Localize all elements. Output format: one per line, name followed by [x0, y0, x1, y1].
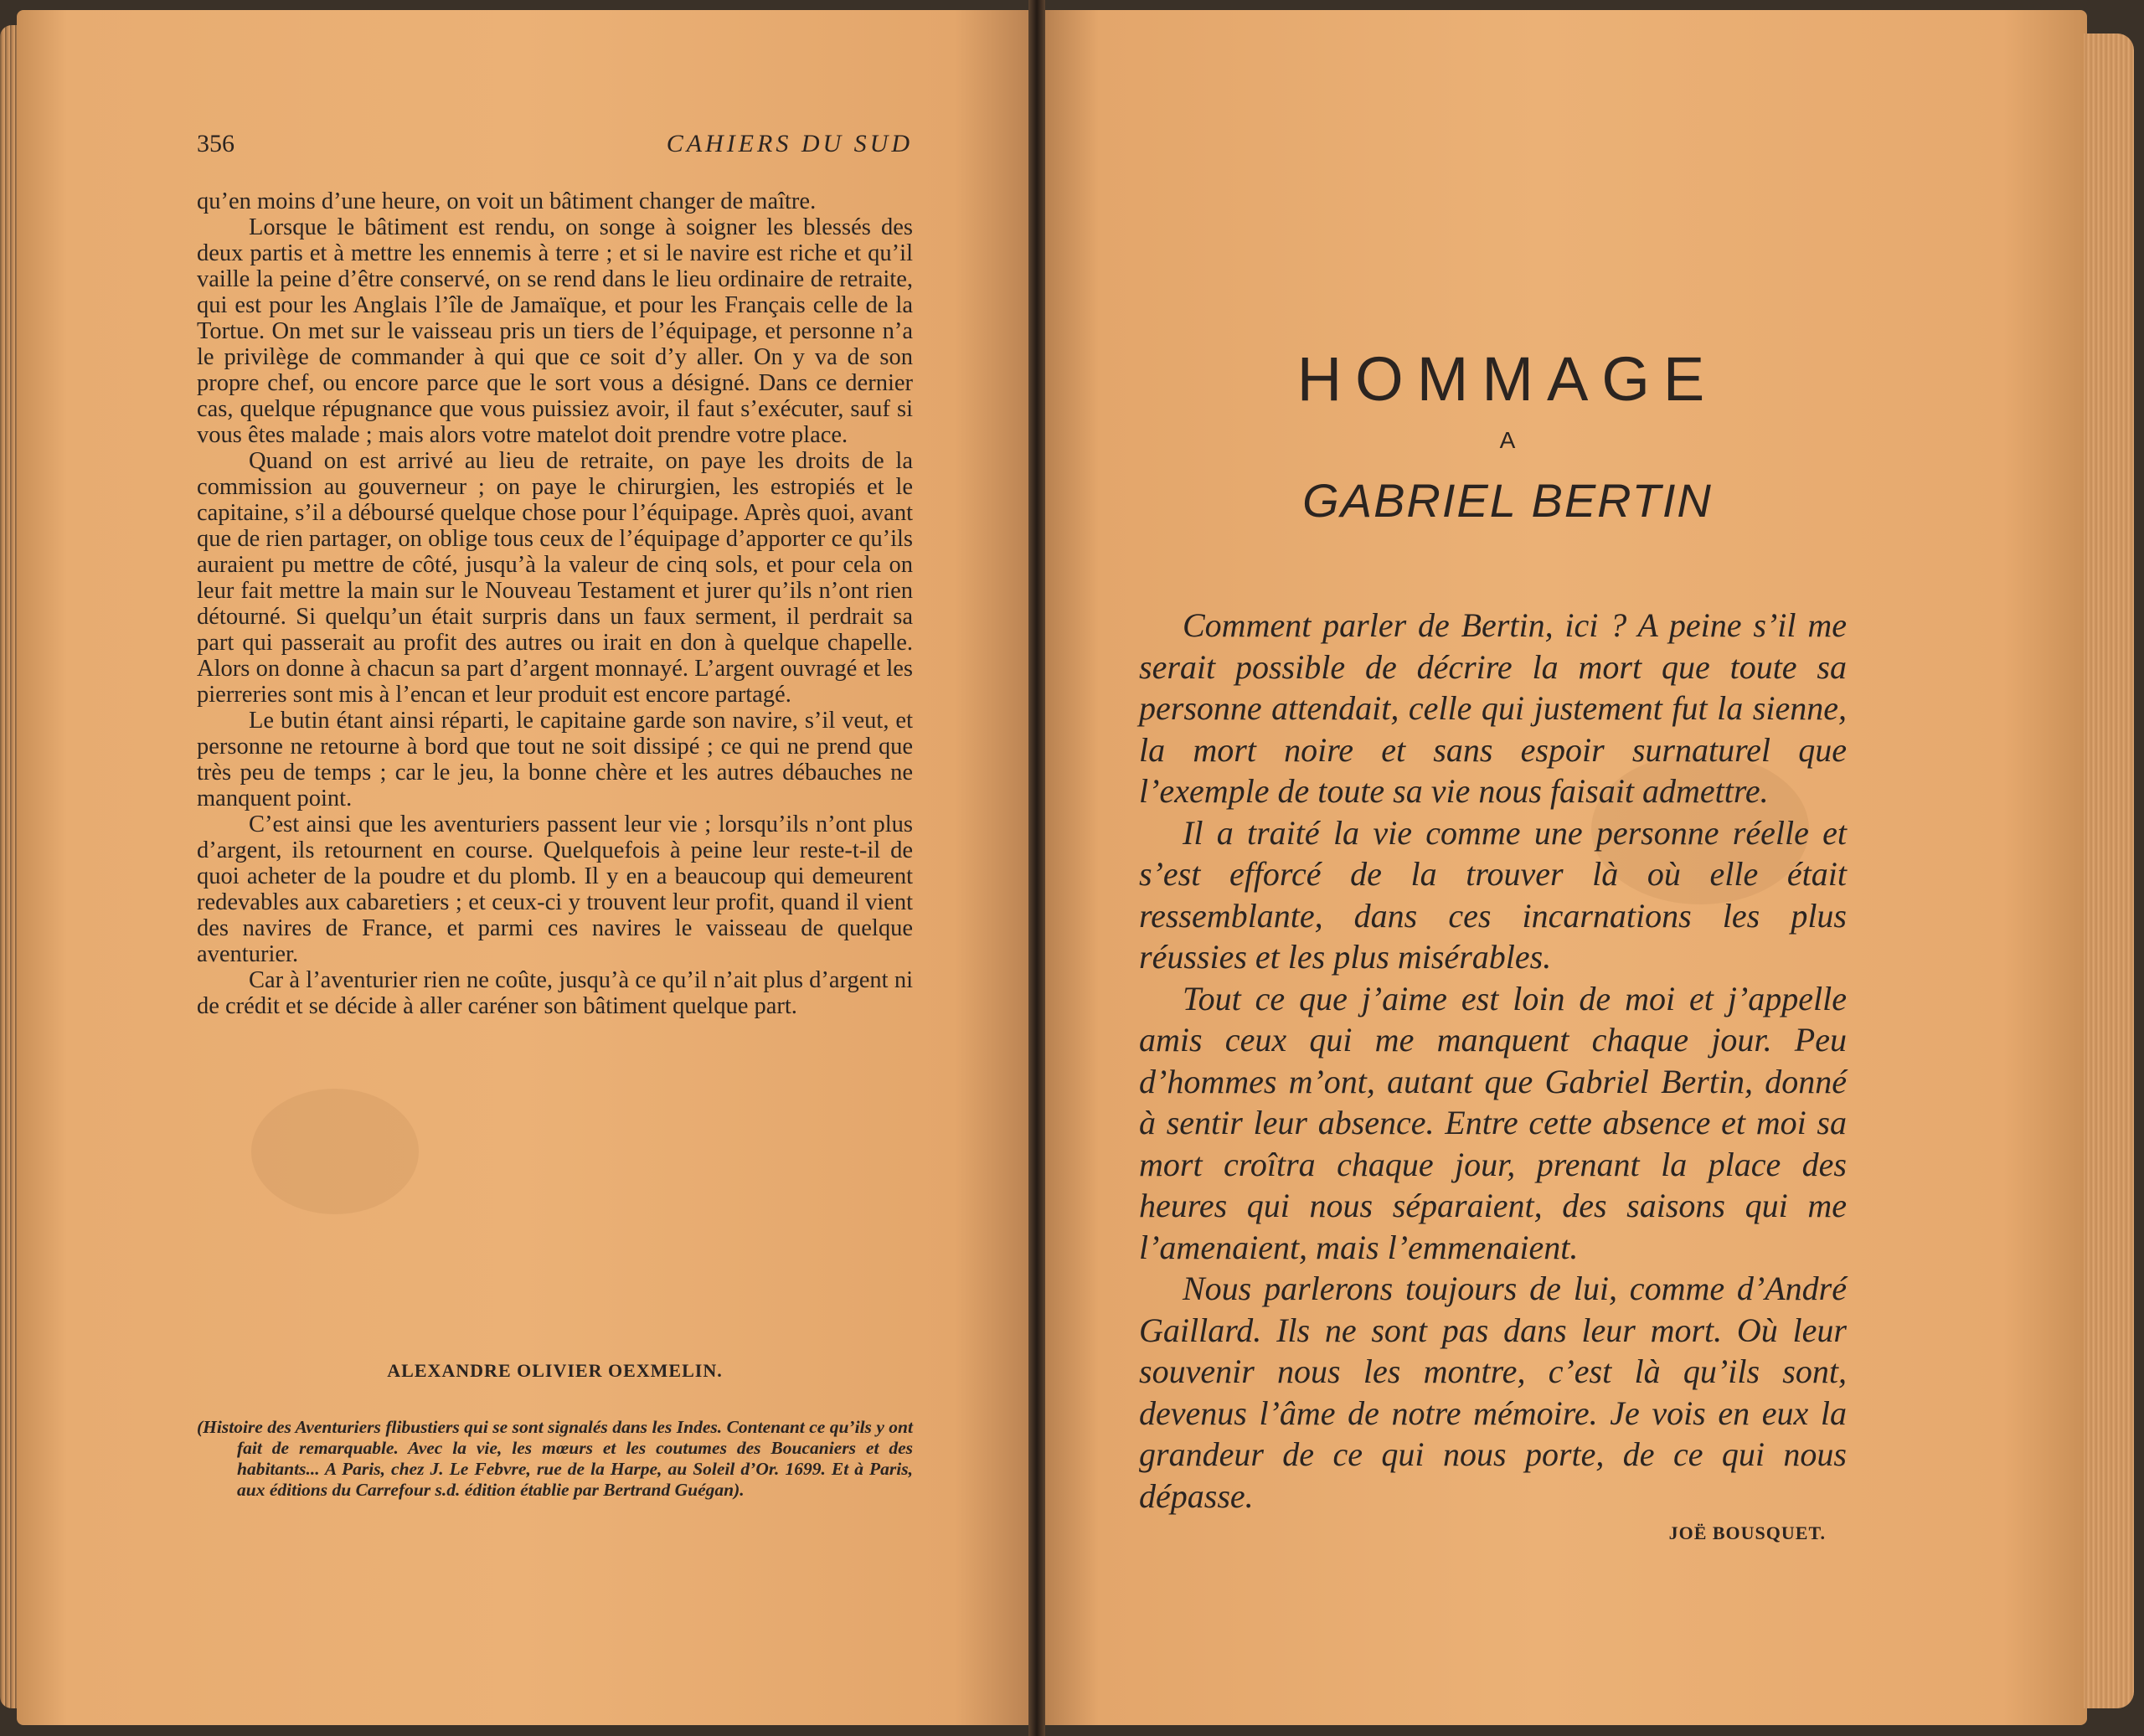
paragraph: Tout ce que j’aime est loin de moi et j’appelle amis ceux qui me manquent chaque jour. Peu d’hommes m’ont, autant que Gabriel Bertin, donné à sentir leur absence. Entre cette absence et moi sa mort croîtra chaque jour, prenant la place des heures qui nous séparaient, des saisons qui me l’amenaient, mais l’emmenaient. [1139, 979, 1847, 1266]
article-subject-name: GABRIEL BERTIN [1302, 474, 1713, 527]
author-signature: ALEXANDRE OLIVIER OEXMELIN. [387, 1360, 723, 1381]
article-title-connector: A [1499, 427, 1516, 453]
page-number: 356 [197, 130, 234, 157]
right-page-edges [2084, 33, 2134, 1708]
paragraph: Comment parler de Bertin, ici ? A peine s’il me serait possible de décrire la mort que toute sa personne attendait, celle qui justement fut la sienne, la mort noire et sans espoir surnaturel que l’exemple de toute sa vie nous faisait admettre. [1139, 606, 1847, 810]
paper-stain [251, 1089, 419, 1214]
left-body-text [197, 188, 913, 1019]
source-citation: (Histoire des Aventuriers flibustiers qui se sont signalés dans les Indes. Contenant ce qu’ils y ont fait de remarquable. Avec la vie, les mœurs et les coutumes des Boucaniers et des habitants... A Paris, chez J. Le Febvre, rue de la Harpe, au Soleil d’Or. 1699. Et à Paris, aux éditions du Carrefour s.d. édition établie par Bertrand Guégan). [197, 1417, 913, 1500]
paragraph: C’est ainsi que les aventuriers passent leur vie ; lorsqu’ils n’ont plus d’argent, ils retournent en course. Quelquefois à peine leur reste-t-il de quoi acheter de la poudre et du plomb. Il y en a beaucoup qui demeurent redevables aux cabaretiers ; et ceux-ci y trouvent leur profit, quand il vient des navires de France, et parmi ces navires le vaisseau de quelque aventurier. [197, 811, 913, 967]
book-gutter [1028, 0, 1045, 1736]
paragraph: Quand on est arrivé au lieu de retraite, on paye les droits de la commission au gouverneur ; on paye le chirurgien, les estropiés et le capitaine, s’il a déboursé quelque chose pour l’équipage. Après quoi, avant que de rien partager, on oblige tous ceux de l’équipage d’apporter ce qu’ils auraient pu mettre de côté, jusqu’à la valeur de cinq sols, et pour cela on leur fait mettre la main sur le Nouveau Testament et jurer qu’ils n’ont rien détourné. Si quelqu’un était surpris dans un faux serment, il perdrait sa part qui passerait au profit des autres ou irait en don à quelque chapelle. Alors on donne à chacun sa part d’argent monnayé. L’argent ouvragé et les pierreries sont mis à l’encan et leur produit est encore partagé. [197, 448, 913, 708]
author-signature: JOË BOUSQUET. [1668, 1522, 1826, 1543]
paragraph: Nous parlerons toujours de lui, comme d’André Gaillard. Ils ne sont pas dans leur mort. Où leur souvenir nous les montre, c’est là qu’ils sont, devenus l’âme de notre mémoire. Je vois en eux la grandeur de ce qui nous porte, de ce qui nous dépasse. [1139, 1270, 1847, 1515]
article-title: HOMMAGE [1296, 344, 1719, 414]
running-head [197, 130, 913, 163]
paragraph: Le butin étant ainsi réparti, le capitaine garde son navire, s’il veut, et personne ne retourne à bord que tout ne soit dissipé ; ce qui ne prend que très peu de temps ; car le jeu, la bonne chère et les autres débauches ne manquent point. [197, 708, 913, 811]
paragraph: qu’en moins d’une heure, on voit un bâtiment changer de maître. [197, 188, 817, 214]
paragraph: Car à l’aventurier rien ne coûte, jusqu’à ce qu’il n’ait plus d’argent ni de crédit et se décide à aller caréner son bâtiment quelque part. [197, 967, 913, 1019]
paragraph: Il a traité la vie comme une personne réelle et s’est efforcé de la trouver là où elle était ressemblante, dans ces incarnations les plus réussies et les plus misérables. [1139, 813, 1847, 976]
paragraph: Lorsque le bâtiment est rendu, on songe à soigner les blessés des deux partis et à mettre les ennemis à terre ; et si le navire est riche et qu’il vaille la peine d’être conservé, on se rend dans le lieu ordinaire de retraite, qui est pour les Anglais l’île de Jamaïque, et pour les Français celle de la Tortue. On met sur le vaisseau pris un tiers de l’équipage, et personne n’a le privilège de commander à qui que ce soit d’y aller. On y va de son propre chef, ou encore parce que le sort vous a désigné. Dans ce dernier cas, quelque répugnance que vous puissiez avoir, il faut s’exécuter, sauf si vous êtes malade ; mais alors votre matelot doit prendre votre place. [197, 214, 913, 448]
right-body-text [1139, 605, 1847, 1517]
journal-title: CAHIERS DU SUD [666, 130, 913, 157]
